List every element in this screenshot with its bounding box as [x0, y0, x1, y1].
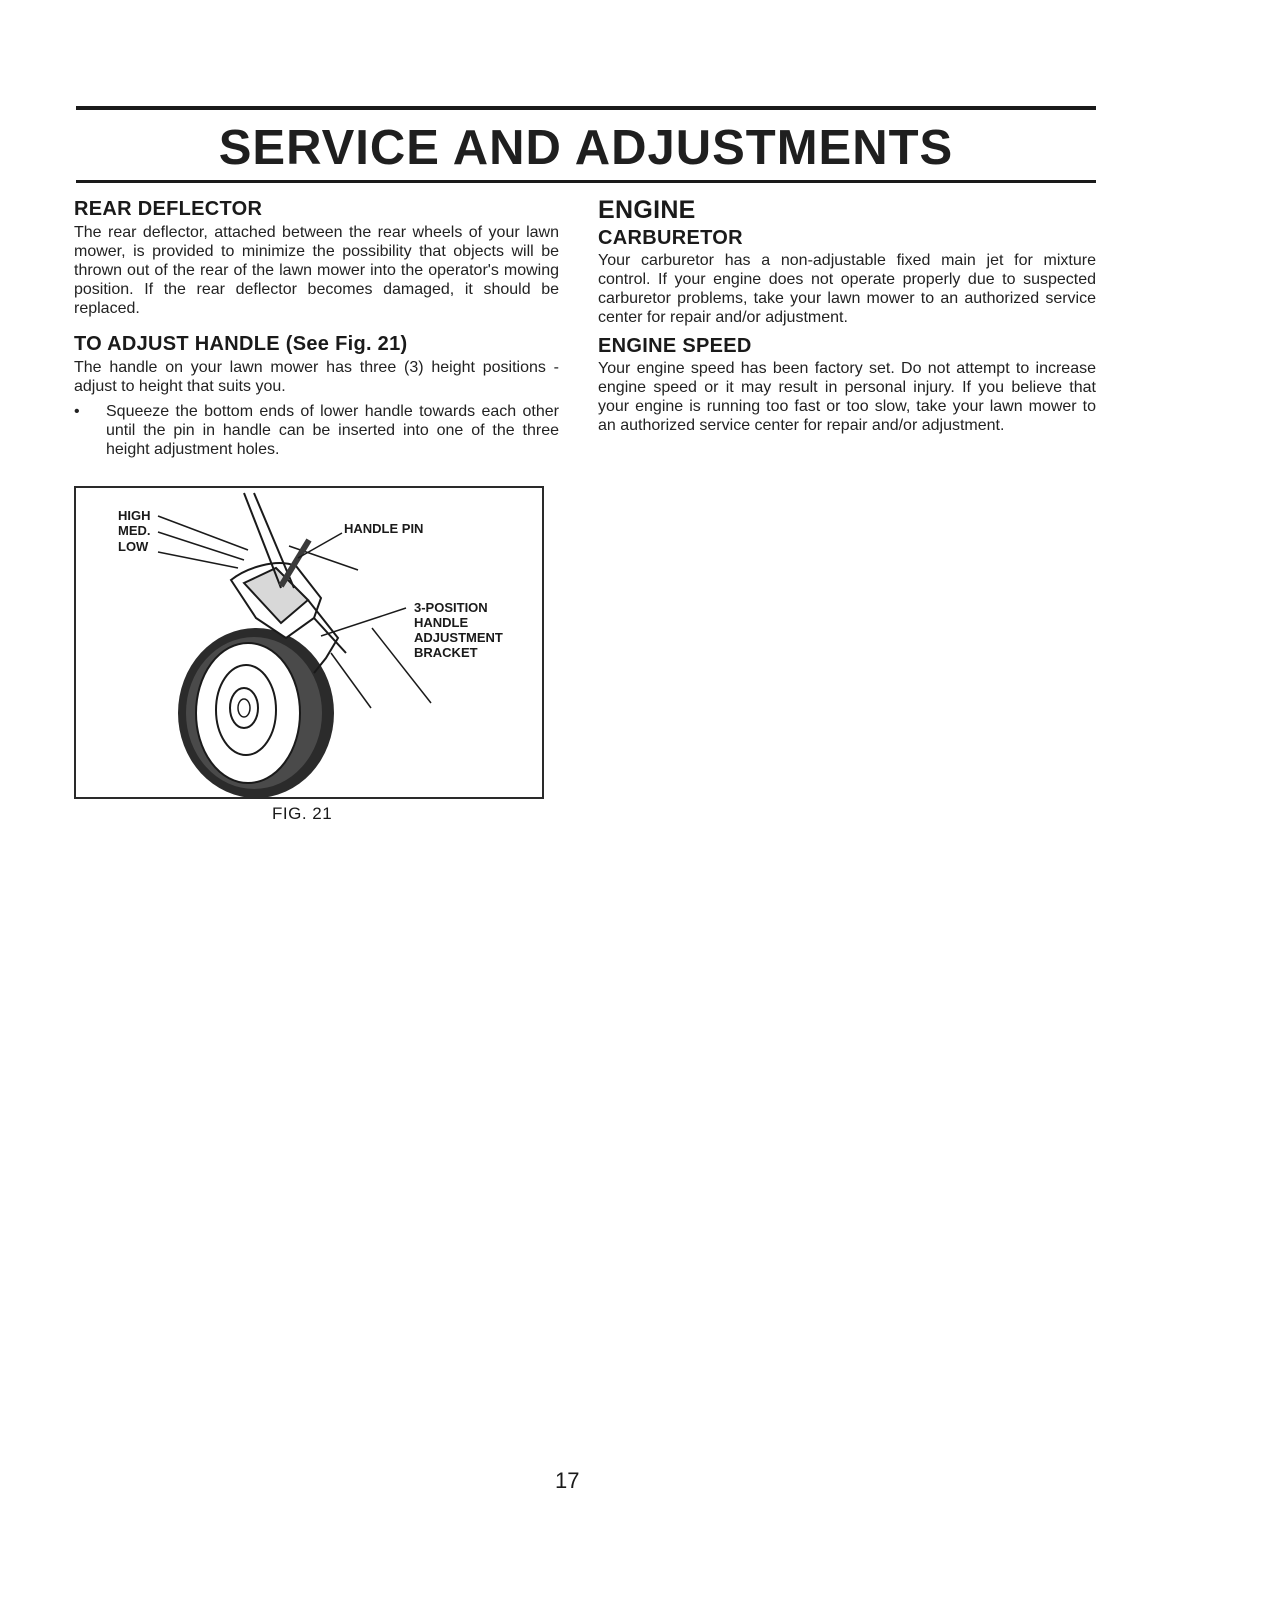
adjust-handle-heading: TO ADJUST HANDLE (See Fig. 21): [74, 333, 408, 355]
label-med: MED.: [118, 523, 151, 538]
label-high: HIGH: [118, 508, 151, 523]
engine-heading: ENGINE: [598, 196, 696, 224]
wheel-illustration: [178, 628, 334, 797]
handle-bracket-illustration: [76, 488, 542, 797]
label-bracket-line4: BRACKET: [414, 645, 478, 660]
adjust-handle-bullet-text: Squeeze the bottom ends of lower handle towards each other until the pin in handle can be inserted into one of the three height adjustment holes.: [106, 403, 559, 458]
carburetor-text: Your carburetor has a non-adjustable fixed main jet for mixture control. If your engine does not operate properly due to suspected carburetor problems, take your lawn mower to an authorized service center for repair and/or adjustment.: [598, 252, 1096, 326]
adjust-handle-text: The handle on your lawn mower has three (3) height positions - adjust to height that suits you.: [74, 359, 559, 395]
page-title: SERVICE AND ADJUSTMENTS: [218, 121, 954, 175]
engine-speed-text: Your engine speed has been factory set. Do not attempt to increase engine speed or it may result in personal injury. If you believe that your engine is running too fast or too slow, take your lawn mower to an authorized service center for repair and/or adjustment.: [598, 360, 1096, 434]
page-number: 17: [555, 1468, 580, 1493]
left-column: [74, 195, 559, 459]
bullet-dot: •: [74, 403, 80, 420]
label-bracket-line3: ADJUSTMENT: [414, 630, 503, 645]
engine-speed-heading: ENGINE SPEED: [598, 335, 752, 357]
adjust-handle-bullet: [74, 402, 559, 459]
title-rule-top: [76, 106, 1096, 110]
label-bracket-line1: 3-POSITION: [414, 600, 488, 615]
label-bracket-line2: HANDLE: [414, 615, 469, 630]
rear-deflector-text: The rear deflector, attached between the rear wheels of your lawn mower, is provided to minimize the possibility that objects will be thrown out of the rear of the lawn mower into the operator's mowing position. If the rear deflector becomes damaged, it should be replaced.: [74, 224, 559, 317]
title-rule-bottom: [76, 180, 1096, 183]
rear-deflector-heading: REAR DEFLECTOR: [74, 198, 263, 220]
figure-caption: FIG. 21: [272, 804, 333, 823]
label-handle-pin: HANDLE PIN: [344, 521, 424, 536]
figure-21: [74, 486, 544, 799]
carburetor-heading: CARBURETOR: [598, 227, 743, 249]
label-low: LOW: [118, 539, 149, 554]
right-column: [598, 195, 1096, 435]
